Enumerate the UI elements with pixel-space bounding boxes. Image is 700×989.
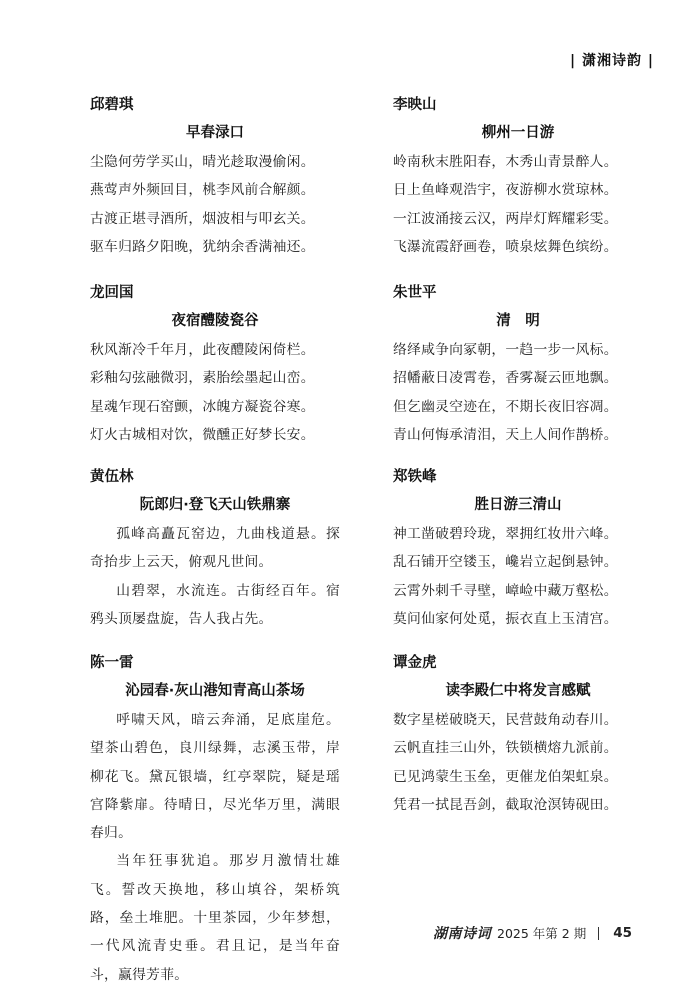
poem-line: 乱石铺开空镂玉，巉岩立起倒悬钟。 [393, 554, 618, 571]
poem-title: 夜宿醴陵瓷谷 [171, 313, 259, 329]
magazine-logo: 湖南诗词 [433, 926, 492, 942]
poem [393, 283, 643, 467]
poem-line: 已见鸿蒙生玉垒，更催龙伯架虹泉。 [393, 768, 618, 785]
poem-line: 古渡正堪寻酒所，烟波相与叩玄关。 [90, 210, 315, 227]
poem [90, 653, 340, 989]
poem-title: 胜日游三清山 [474, 497, 562, 513]
poem-line: 秋风渐冷千年月，此夜醴陵闲倚栏。 [90, 342, 315, 358]
poem [393, 653, 643, 819]
column-tag: | 潇湘诗韵 | [570, 53, 654, 69]
poem-title: 读李殿仁中将发言感赋 [445, 683, 591, 699]
poem-line: 飞瀑流霞舒画卷，喷泉炫舞色缤纷。 [393, 238, 618, 255]
poem-line: 尘隐何劳学买山，晴光趁取漫偷闲。 [90, 154, 315, 170]
poem-lines [393, 520, 643, 633]
poem-lines [393, 148, 643, 261]
poem-title: 阮郎归·登飞天山铁鼎寨 [139, 497, 291, 513]
poem-paragraph: 山碧翠，水流连。古街经百年。宿鸦头顶屡盘旋，告人我占先。 [90, 582, 340, 627]
poem-title: 柳州一日游 [481, 125, 555, 141]
poem [90, 95, 340, 283]
poem-line: 星魂乍现石窑颤，冰魄方凝瓷谷寒。 [90, 398, 315, 415]
poem-lines [90, 336, 340, 449]
poem-line: 彩釉勾弦融微羽，素胎绘墨起山峦。 [90, 370, 315, 387]
poem-lines [393, 706, 643, 819]
poem-line: 凭君一拭昆吾剑，截取沧溟铸砚田。 [393, 796, 618, 813]
poem-paragraph: 呼啸天风，暗云奔涌，足底崖危。望茶山碧色，良川绿舞，志溪玉带，岸柳花飞。黛瓦银墙，红亭翠院，疑是瑶宫降紫扉。待晴日，尽光华万里，满眼春归。 [90, 712, 340, 842]
poem-line: 云帆直挂三山外，铁锁横熔九派前。 [393, 740, 618, 757]
poem-line: 驱车归路夕阳晚，犹纳余香满袖还。 [90, 238, 315, 255]
poem-line: 数字星槎破晓天，民营鼓角动春川。 [393, 712, 618, 728]
poem-author: 谭金虎 [393, 655, 437, 671]
page-number: 45 [613, 925, 632, 941]
poem-title: 早春渌口 [186, 125, 244, 141]
poem-paragraph: 当年狂事犹追。那岁月激情壮雄飞。誓改天换地，移山填谷，架桥筑路，垒土堆肥。十里茶园，少年梦想，一代风流青史垂。君且记，是当年奋斗，赢得芳菲。 [90, 853, 340, 983]
poem-lines [90, 148, 340, 261]
poem-line: 一江波涌接云汉，两岸灯辉耀彩雯。 [393, 210, 618, 227]
poem-lines [90, 706, 340, 989]
poem [393, 95, 643, 283]
right-column [393, 95, 643, 819]
poem-line: 云霄外刺千寻壁，嶂崄中藏万壑松。 [393, 582, 618, 599]
poem [393, 467, 643, 653]
poem-title: 清 明 [496, 313, 540, 329]
footer-divider [598, 927, 599, 940]
poem [90, 467, 340, 653]
poem-author: 郑铁峰 [393, 469, 437, 485]
page-footer [433, 923, 632, 943]
poem-paragraph: 孤峰高矗瓦窑边，九曲栈道悬。探奇抬步上云天，俯观凡世间。 [90, 526, 340, 571]
poem-author: 龙回国 [90, 285, 134, 301]
poem-line: 岭南秋末胜阳春，木秀山青景醉人。 [393, 154, 618, 170]
poem-line: 络绎咸争向冢朝，一趋一步一风标。 [393, 342, 618, 358]
poem-line: 神工凿破碧玲珑，翠拥红妆卅六峰。 [393, 526, 618, 542]
poem-lines [90, 520, 340, 633]
poem-author: 朱世平 [393, 285, 437, 301]
poem-line: 招幡蔽日凌霄卷，香雾凝云匝地飘。 [393, 370, 618, 387]
issue-label: 2025 年第 2 期 [497, 926, 587, 941]
poem [90, 283, 340, 467]
poem-author: 黄伍林 [90, 469, 134, 485]
poem-line: 但乞幽灵空迹在，不期长夜旧容凋。 [393, 398, 618, 415]
poem-author: 陈一雷 [90, 655, 134, 671]
poem-line: 青山何悔承清泪，天上人间作鹊桥。 [393, 426, 618, 443]
poem-author: 李映山 [393, 97, 437, 113]
poem-title: 沁园春·灰山港知青高山茶场 [125, 683, 305, 699]
poem-line: 燕莺声外频回目，桃李风前合解颜。 [90, 182, 315, 199]
left-column [90, 95, 340, 989]
poem-line: 莫问仙家何处觅，振衣直上玉清宫。 [393, 610, 618, 627]
poem-line: 灯火古城相对饮，微醺正好梦长安。 [90, 426, 315, 443]
poem-author: 邱碧琪 [90, 97, 134, 113]
poem-lines [393, 336, 643, 449]
poem-line: 日上鱼峰观浩宇，夜游柳水赏琼林。 [393, 182, 618, 199]
